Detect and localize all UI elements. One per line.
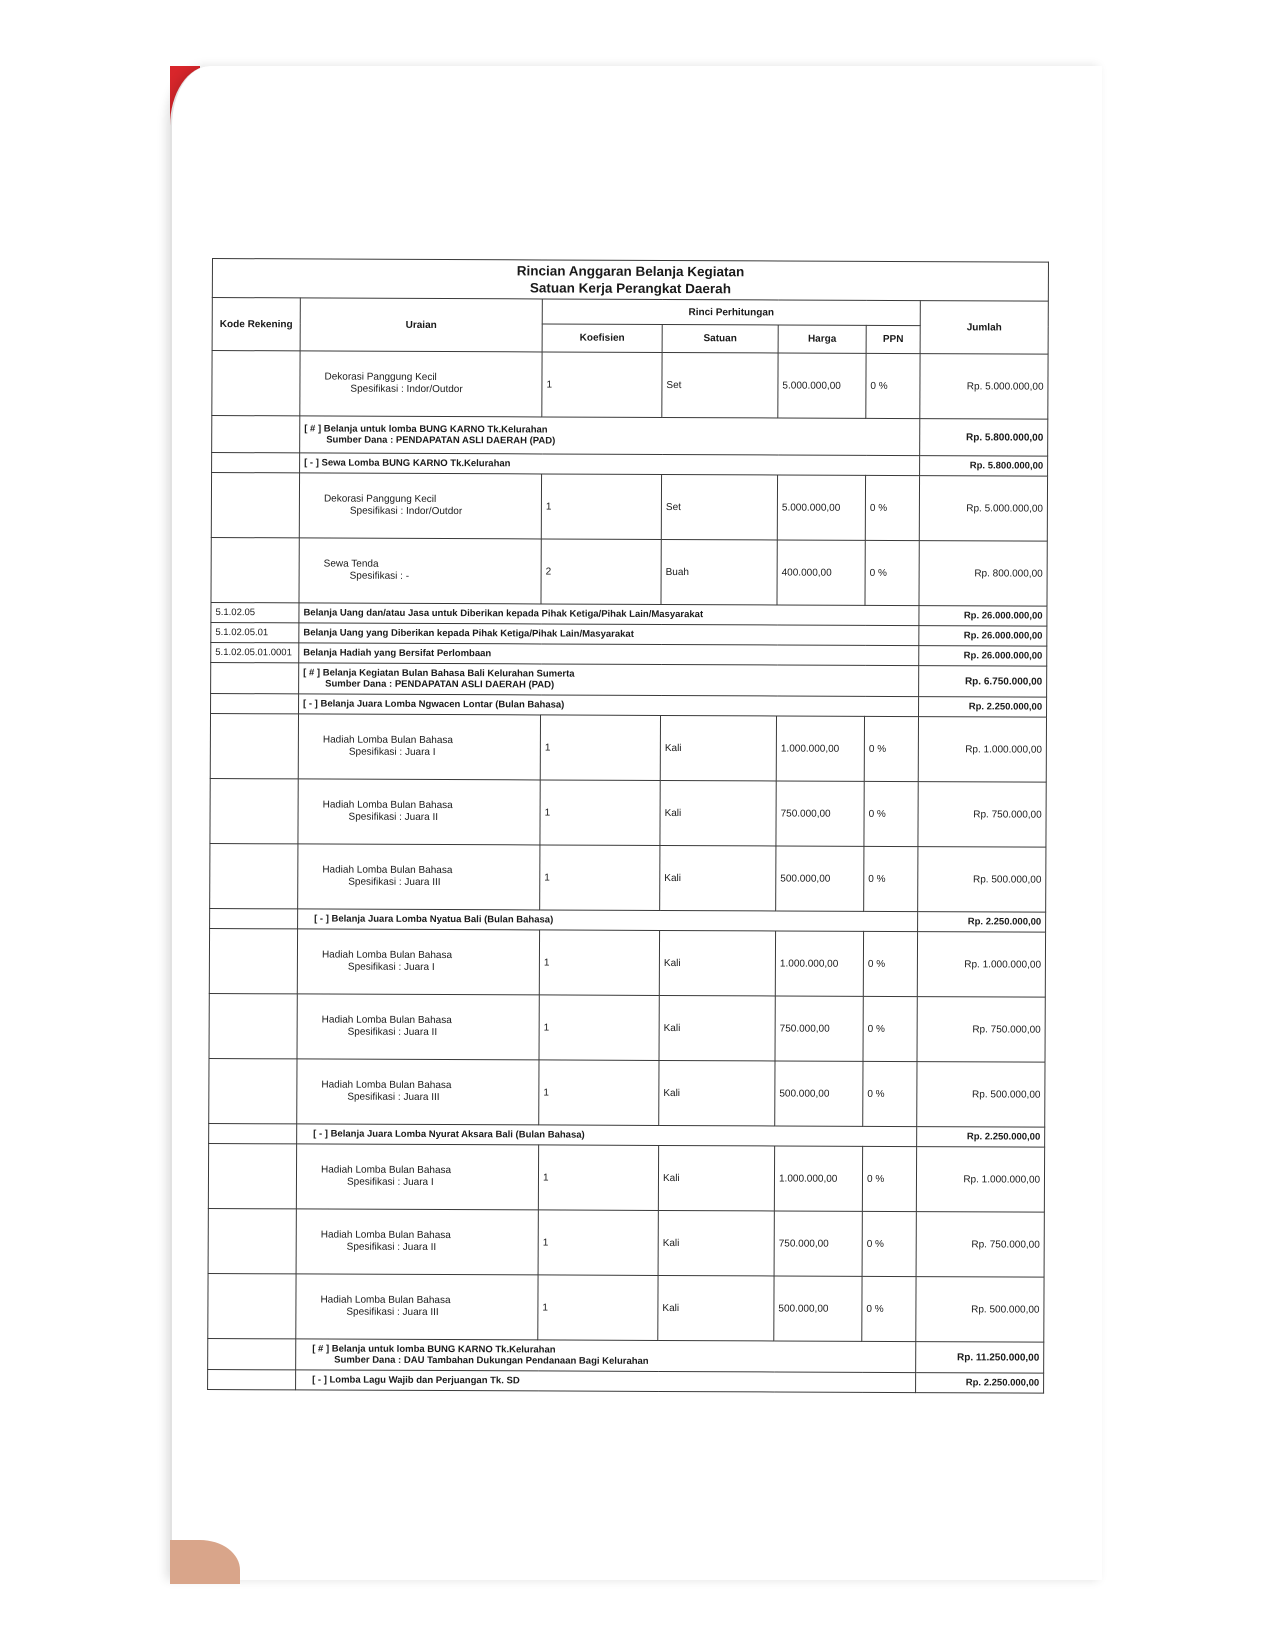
uraian-cell xyxy=(298,844,540,910)
jumlah-cell: Rp. 26.000.000,00 xyxy=(919,606,1047,627)
item-spec: Spesifikasi : Indor/Outdor xyxy=(349,505,463,518)
ppn-cell: 0 % xyxy=(864,716,918,781)
koefisien-cell: 1 xyxy=(538,1145,658,1211)
subgroup-label: [ - ] Belanja Juara Lomba Ngwacen Lontar (Bulan Bahasa) xyxy=(299,694,919,717)
header-ppn: PPN xyxy=(866,326,920,354)
subgroup-label: [ - ] Belanja Juara Lomba Nyatua Bali (Bulan Bahasa) xyxy=(298,909,918,932)
header-satuan: Satuan xyxy=(662,325,778,353)
item-name: Hadiah Lomba Bulan Bahasa xyxy=(321,1014,452,1027)
table-row xyxy=(212,351,1048,420)
jumlah-cell: Rp. 2.250.000,00 xyxy=(916,1373,1044,1394)
kode-cell: 5.1.02.05.01.0001 xyxy=(211,642,299,662)
account-label: Belanja Hadiah yang Bersifat Perlombaan xyxy=(299,643,919,666)
ppn-cell: 0 % xyxy=(863,931,917,996)
item-spec: Spesifikasi : Juara I xyxy=(347,961,435,973)
group-label xyxy=(296,1339,916,1373)
uraian-cell xyxy=(298,714,540,780)
uraian-cell xyxy=(299,538,541,604)
account-label: Belanja Uang dan/atau Jasa untuk Diberikan kepada Pihak Ketiga/Pihak Lain/Masyarakat xyxy=(299,603,919,626)
group-row xyxy=(208,1338,1044,1373)
ppn-cell: 0 % xyxy=(863,1061,917,1126)
jumlah-cell: Rp. 5.800.000,00 xyxy=(920,419,1048,457)
koefisien-cell: 1 xyxy=(540,780,660,846)
ppn-cell: 0 % xyxy=(866,353,920,418)
item-name: Hadiah Lomba Bulan Bahasa xyxy=(320,1164,452,1177)
item-spec: Spesifikasi : Juara III xyxy=(347,1091,440,1104)
jumlah-cell: Rp. 11.250.000,00 xyxy=(916,1342,1044,1374)
table-row xyxy=(211,473,1047,542)
satuan-cell: Kali xyxy=(658,1275,774,1341)
jumlah-cell: Rp. 26.000.000,00 xyxy=(919,646,1047,667)
harga-cell: 1.000.000,00 xyxy=(776,716,864,781)
koefisien-cell: 1 xyxy=(538,1275,658,1341)
item-name: Hadiah Lomba Bulan Bahasa xyxy=(320,1294,451,1307)
jumlah-cell: Rp. 26.000.000,00 xyxy=(919,626,1047,647)
jumlah-cell: Rp. 2.250.000,00 xyxy=(918,912,1046,933)
header-kode: Kode Rekening xyxy=(212,298,300,351)
kode-cell xyxy=(208,1208,296,1273)
harga-cell: 750.000,00 xyxy=(774,1211,862,1276)
satuan-cell: Kali xyxy=(658,1210,774,1276)
koefisien-cell: 1 xyxy=(540,845,660,911)
kode-cell: 5.1.02.05 xyxy=(211,602,299,622)
harga-cell: 1.000.000,00 xyxy=(774,1146,862,1211)
table-row xyxy=(209,928,1045,997)
satuan-cell: Kali xyxy=(659,1060,775,1126)
item-name: Sewa Tenda xyxy=(323,558,379,570)
table-row xyxy=(211,537,1047,606)
uraian-cell xyxy=(296,1144,538,1210)
harga-cell: 500.000,00 xyxy=(774,1276,862,1341)
uraian-cell xyxy=(300,351,542,417)
koefisien-cell: 1 xyxy=(541,474,661,540)
item-spec: Spesifikasi : Juara II xyxy=(347,1026,438,1038)
harga-cell: 500.000,00 xyxy=(776,846,864,911)
uraian-cell xyxy=(299,473,541,539)
header-jumlah: Jumlah xyxy=(920,301,1048,355)
table-row xyxy=(209,1058,1045,1127)
satuan-cell: Kali xyxy=(660,780,776,846)
document-title xyxy=(212,259,1048,302)
group-title: [ # ] Belanja untuk lomba BUNG KARNO Tk.Kelurahan xyxy=(312,1343,556,1356)
jumlah-cell: Rp. 750.000,00 xyxy=(918,782,1046,848)
ppn-cell: 0 % xyxy=(865,475,919,540)
title-line-2: Satuan Kerja Perangkat Daerah xyxy=(529,280,731,297)
item-name: Hadiah Lomba Bulan Bahasa xyxy=(322,864,453,877)
koefisien-cell: 1 xyxy=(542,352,662,418)
funding-source: Sumber Dana : PENDAPATAN ASLI DAERAH (PAD) xyxy=(325,678,555,691)
uraian-cell xyxy=(296,1209,538,1275)
jumlah-cell: Rp. 2.250.000,00 xyxy=(917,1127,1045,1148)
kode-cell xyxy=(208,1143,296,1208)
harga-cell: 5.000.000,00 xyxy=(777,475,865,540)
ppn-cell: 0 % xyxy=(862,1211,916,1276)
title-line-1: Rincian Anggaran Belanja Kegiatan xyxy=(516,263,745,280)
kode-cell xyxy=(209,1123,297,1143)
item-spec: Spesifikasi : Juara III xyxy=(346,1306,439,1318)
header-harga: Harga xyxy=(778,325,866,353)
kode-cell xyxy=(210,778,298,843)
jumlah-cell: Rp. 750.000,00 xyxy=(916,1212,1044,1278)
jumlah-cell: Rp. 5.000.000,00 xyxy=(919,476,1047,542)
table-row xyxy=(209,993,1045,1062)
table-row xyxy=(210,713,1046,782)
harga-cell: 400.000,00 xyxy=(777,540,865,605)
header-uraian: Uraian xyxy=(300,298,542,352)
item-name: Hadiah Lomba Bulan Bahasa xyxy=(322,799,453,812)
jumlah-cell: Rp. 750.000,00 xyxy=(917,997,1045,1063)
item-name: Dekorasi Panggung Kecil xyxy=(323,493,437,505)
item-name: Hadiah Lomba Bulan Bahasa xyxy=(322,734,454,747)
item-spec: Spesifikasi : - xyxy=(349,570,410,582)
satuan-cell: Kali xyxy=(659,995,775,1061)
kode-cell xyxy=(208,1273,296,1338)
kode-cell: 5.1.02.05.01 xyxy=(211,622,299,642)
ppn-cell: 0 % xyxy=(865,540,919,605)
group-row xyxy=(211,662,1047,697)
subgroup-row xyxy=(208,1369,1044,1393)
item-name: Dekorasi Panggung Kecil xyxy=(324,371,437,383)
kode-cell xyxy=(212,453,300,473)
subgroup-label: [ - ] Sewa Lomba BUNG KARNO Tk.Kelurahan xyxy=(300,453,920,476)
jumlah-cell: Rp. 2.250.000,00 xyxy=(919,697,1047,718)
harga-cell: 750.000,00 xyxy=(775,996,863,1061)
kode-cell xyxy=(209,1058,297,1123)
title-row xyxy=(212,259,1048,302)
budget-table xyxy=(207,258,1049,1394)
table-row xyxy=(210,778,1046,847)
harga-cell: 500.000,00 xyxy=(775,1061,863,1126)
jumlah-cell: Rp. 500.000,00 xyxy=(916,1277,1044,1343)
account-label: Belanja Uang yang Diberikan kepada Pihak Ketiga/Pihak Lain/Masyarakat xyxy=(299,623,919,646)
funding-source: Sumber Dana : DAU Tambahan Dukungan Pendanaan Bagi Kelurahan xyxy=(334,1354,649,1367)
ppn-cell: 0 % xyxy=(864,781,918,846)
item-spec: Spesifikasi : Juara II xyxy=(346,1241,437,1253)
jumlah-cell: Rp. 1.000.000,00 xyxy=(918,717,1046,783)
uraian-cell xyxy=(296,1274,538,1340)
koefisien-cell: 1 xyxy=(538,1210,658,1276)
uraian-cell xyxy=(297,929,539,995)
subgroup-label: [ - ] Belanja Juara Lomba Nyurat Aksara Bali (Bulan Bahasa) xyxy=(297,1124,917,1147)
item-name: Hadiah Lomba Bulan Bahasa xyxy=(320,1229,451,1242)
kode-cell xyxy=(211,693,299,713)
item-spec: Spesifikasi : Indor/Outdor xyxy=(350,383,463,396)
harga-cell: 5.000.000,00 xyxy=(778,353,866,418)
subgroup-label: [ - ] Lomba Lagu Wajib dan Perjuangan Tk. SD xyxy=(296,1370,916,1393)
ppn-cell: 0 % xyxy=(863,996,917,1061)
group-label xyxy=(299,663,919,697)
kode-cell xyxy=(208,1369,296,1389)
harga-cell: 1.000.000,00 xyxy=(775,931,863,996)
kode-cell xyxy=(208,1338,296,1369)
jumlah-cell: Rp. 5.800.000,00 xyxy=(920,456,1048,477)
uraian-cell xyxy=(297,994,539,1060)
group-title: [ # ] Belanja untuk lomba BUNG KARNO Tk.Kelurahan xyxy=(304,423,548,436)
item-spec: Spesifikasi : Juara II xyxy=(348,811,439,823)
item-spec: Spesifikasi : Juara I xyxy=(348,746,436,758)
harga-cell: 750.000,00 xyxy=(776,781,864,846)
kode-cell xyxy=(211,662,299,693)
kode-cell xyxy=(212,351,300,416)
jumlah-cell: Rp. 500.000,00 xyxy=(918,847,1046,913)
kode-cell xyxy=(211,537,299,602)
kode-cell xyxy=(212,416,300,453)
satuan-cell: Set xyxy=(662,352,778,418)
table-row xyxy=(208,1273,1044,1342)
table-row xyxy=(208,1208,1044,1277)
satuan-cell: Kali xyxy=(660,715,776,781)
jumlah-cell: Rp. 800.000,00 xyxy=(919,541,1047,607)
table-row xyxy=(210,843,1046,912)
kode-cell xyxy=(211,473,299,538)
satuan-cell: Kali xyxy=(658,1145,774,1211)
table-row xyxy=(208,1143,1044,1212)
satuan-cell: Buah xyxy=(661,539,777,605)
ppn-cell: 0 % xyxy=(864,846,918,911)
koefisien-cell: 2 xyxy=(541,539,661,605)
satuan-cell: Kali xyxy=(660,845,776,911)
koefisien-cell: 1 xyxy=(540,715,660,781)
uraian-cell xyxy=(298,779,540,845)
jumlah-cell: Rp. 5.000.000,00 xyxy=(920,354,1048,420)
funding-source: Sumber Dana : PENDAPATAN ASLI DAERAH (PAD) xyxy=(326,434,556,447)
kode-cell xyxy=(209,928,297,993)
group-row xyxy=(212,416,1048,457)
ppn-cell: 0 % xyxy=(862,1276,916,1341)
jumlah-cell: Rp. 1.000.000,00 xyxy=(917,932,1045,998)
item-spec: Spesifikasi : Juara III xyxy=(348,876,441,889)
item-name: Hadiah Lomba Bulan Bahasa xyxy=(321,1079,452,1092)
header-rinci: Rinci Perhitungan xyxy=(542,299,920,326)
satuan-cell: Kali xyxy=(659,930,775,996)
kode-cell xyxy=(210,843,298,908)
group-title: [ # ] Belanja Kegiatan Bulan Bahasa Bali Kelurahan Sumerta xyxy=(303,667,575,680)
koefisien-cell: 1 xyxy=(539,995,659,1061)
header-row-1 xyxy=(212,298,1048,327)
header-koefisien: Koefisien xyxy=(542,324,662,352)
uraian-cell xyxy=(297,1059,539,1125)
koefisien-cell: 1 xyxy=(539,930,659,996)
item-name: Hadiah Lomba Bulan Bahasa xyxy=(321,949,453,962)
jumlah-cell: Rp. 500.000,00 xyxy=(917,1062,1045,1128)
kode-cell xyxy=(209,993,297,1058)
jumlah-cell: Rp. 6.750.000,00 xyxy=(919,666,1047,698)
kode-cell xyxy=(210,908,298,928)
item-spec: Spesifikasi : Juara I xyxy=(346,1176,434,1188)
koefisien-cell: 1 xyxy=(539,1060,659,1126)
ppn-cell: 0 % xyxy=(862,1146,916,1211)
jumlah-cell: Rp. 1.000.000,00 xyxy=(916,1147,1044,1213)
kode-cell xyxy=(210,713,298,778)
budget-document xyxy=(207,258,1048,1394)
group-label xyxy=(300,416,920,456)
satuan-cell: Set xyxy=(661,474,777,540)
